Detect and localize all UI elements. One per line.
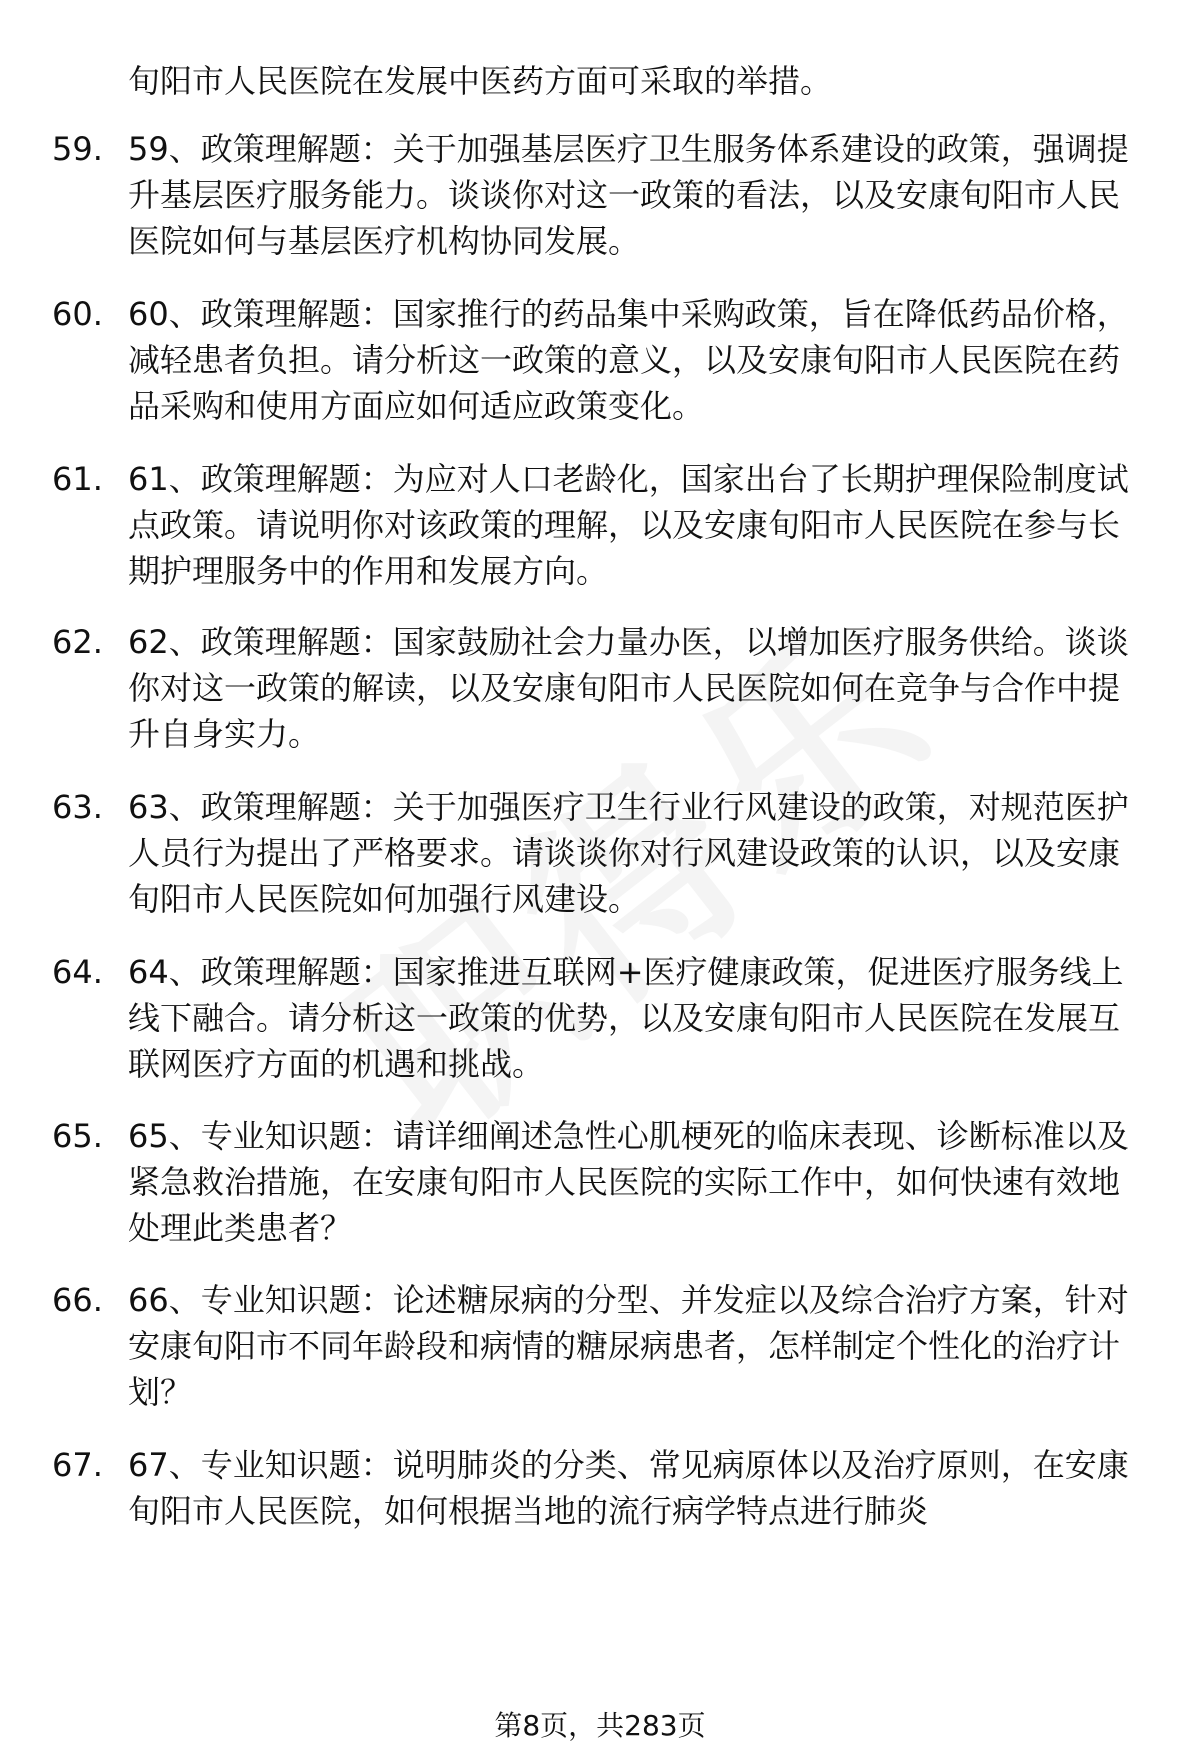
question-text: 63、政策理解题：关于加强医疗卫生行业行风建设的政策，对规范医护人员行为提出了严格要求。请谈谈你对行风建设政策的认识，以及安康旬阳市人民医院如何加强行风建设。 [128,788,1129,918]
question-text: 60、政策理解题：国家推行的药品集中采购政策，旨在降低药品价格，减轻患者负担。请分析这一政策的意义，以及安康旬阳市人民医院在药品采购和使用方面应如何适应政策变化。 [128,295,1129,425]
question-number: 67. [52,1446,103,1484]
question-text: 61、政策理解题：为应对人口老龄化，国家出台了长期护理保险制度试点政策。请说明你对该政策的理解，以及安康旬阳市人民医院在参与长期护理服务中的作用和发展方向。 [128,460,1129,590]
question-number: 62. [52,623,103,661]
question-number: 65. [52,1117,103,1155]
question-text: 66、专业知识题：论述糖尿病的分型、并发症以及综合治疗方案，针对安康旬阳市不同年龄段和病情的糖尿病患者，怎样制定个性化的治疗计划？ [128,1281,1129,1411]
question-number: 63. [52,788,103,826]
question-text: 59、政策理解题：关于加强基层医疗卫生服务体系建设的政策，强调提升基层医疗服务能力。谈谈你对这一政策的看法，以及安康旬阳市人民医院如何与基层医疗机构协同发展。 [128,130,1129,260]
question-number: 59. [52,130,103,168]
page-footer: 第8页，共283页 [494,1709,706,1742]
question-text: 65、专业知识题：请详细阐述急性心肌梗死的临床表现、诊断标准以及紧急救治措施，在安康旬阳市人民医院的实际工作中，如何快速有效地处理此类患者？ [128,1117,1129,1247]
question-number: 64. [52,953,103,991]
question-text: 64、政策理解题：国家推进互联网+医疗健康政策，促进医疗服务线上线下融合。请分析这一政策的优势，以及安康旬阳市人民医院在发展互联网医疗方面的机遇和挑战。 [128,953,1124,1083]
question-text: 67、专业知识题：说明肺炎的分类、常见病原体以及治疗原则，在安康旬阳市人民医院，如何根据当地的流行病学特点进行肺炎 [128,1446,1129,1530]
continued-line: 旬阳市人民医院在发展中医药方面可采取的举措。 [128,62,833,100]
question-number: 66. [52,1281,103,1319]
question-text: 62、政策理解题：国家鼓励社会力量办医，以增加医疗服务供给。谈谈你对这一政策的解读，以及安康旬阳市人民医院如何在竞争与合作中提升自身实力。 [128,623,1129,753]
question-number: 61. [52,460,103,498]
question-number: 60. [52,295,103,333]
